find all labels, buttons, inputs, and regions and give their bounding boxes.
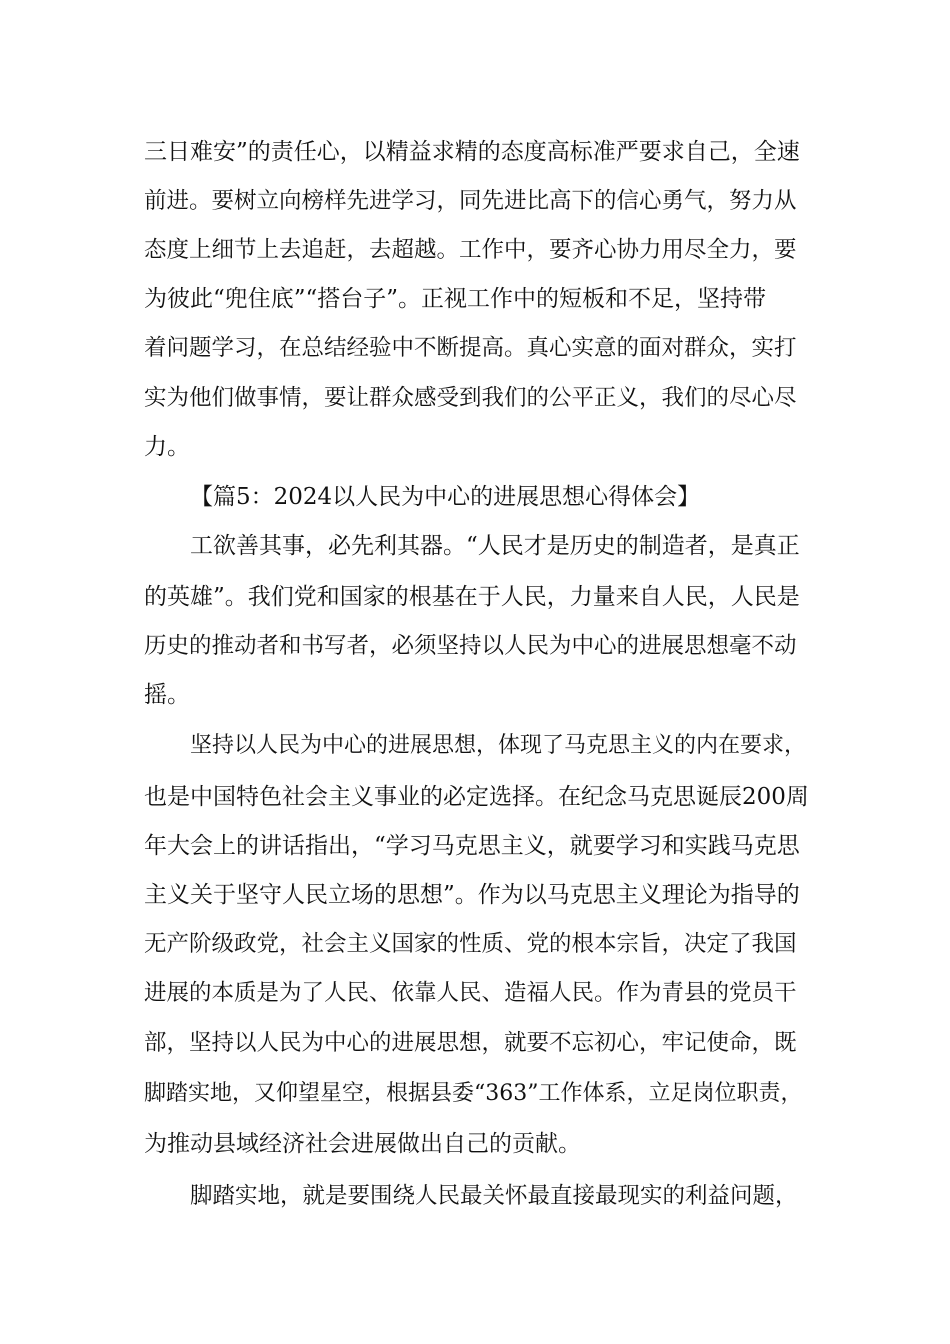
text-line: 进展的本质是为了人民、依靠人民、造福人民。作为青县的党员干 [144,980,797,1006]
text-line: 的英雄”。我们党和国家的根基在于人民，力量来自人民，人民是 [144,584,800,610]
section-heading: 【篇5：2024以人民为中心的进展思想心得体会】 [190,484,701,510]
paragraph-start: 工欲善其事，必先利其器。“人民才是历史的制造者，是真正 [190,533,800,559]
text-line: 着问题学习，在总结经验中不断提高。真心实意的面对群众，实打 [144,335,797,361]
paragraph-start: 坚持以人民为中心的进展思想，体现了马克思主义的内在要求， [190,733,807,758]
paragraph-start: 脚踏实地，就是要围绕人民最关怀最直接最现实的利益问题， [190,1183,798,1209]
text-line: 力。 [144,434,190,460]
text-line: 为推动县域经济社会进展做出自己的贡献。 [144,1131,581,1157]
text-line: 三日难安”的责任心，以精益求精的态度高标准严要求自己，全速 [144,139,800,165]
text-line: 前进。要树立向榜样先进学习，同先进比高下的信心勇气，努力从 [144,188,797,214]
text-line: 态度上细节上去追赶，去超越。工作中，要齐心协力用尽全力，要 [144,237,797,263]
text-line: 也是中国特色社会主义事业的必定选择。在纪念马克思诞辰200周 [144,784,809,810]
text-line: 摇。 [144,682,190,708]
text-line: 主义关于坚守人民立场的思想”。作为以马克思主义理论为指导的 [144,882,800,908]
text-line: 历史的推动者和书写者，必须坚持以人民为中心的进展思想毫不动 [144,633,797,659]
text-line: 年大会上的讲话指出，“学习马克思主义，就要学习和实践马克思 [144,833,800,859]
text-line: 无产阶级政党，社会主义国家的性质、党的根本宗旨，决定了我国 [144,931,797,957]
text-line: 为彼此“兜住底”“搭台子”。正视工作中的短板和不足，坚持带 [144,286,767,312]
text-line: 实为他们做事情，要让群众感受到我们的公平正义，我们的尽心尽 [144,385,797,411]
text-line: 脚踏实地，又仰望星空，根据县委“363”工作体系，立足岗位职责， [144,1081,803,1106]
text-line: 部，坚持以人民为中心的进展思想，就要不忘初心，牢记使命，既 [144,1030,797,1056]
